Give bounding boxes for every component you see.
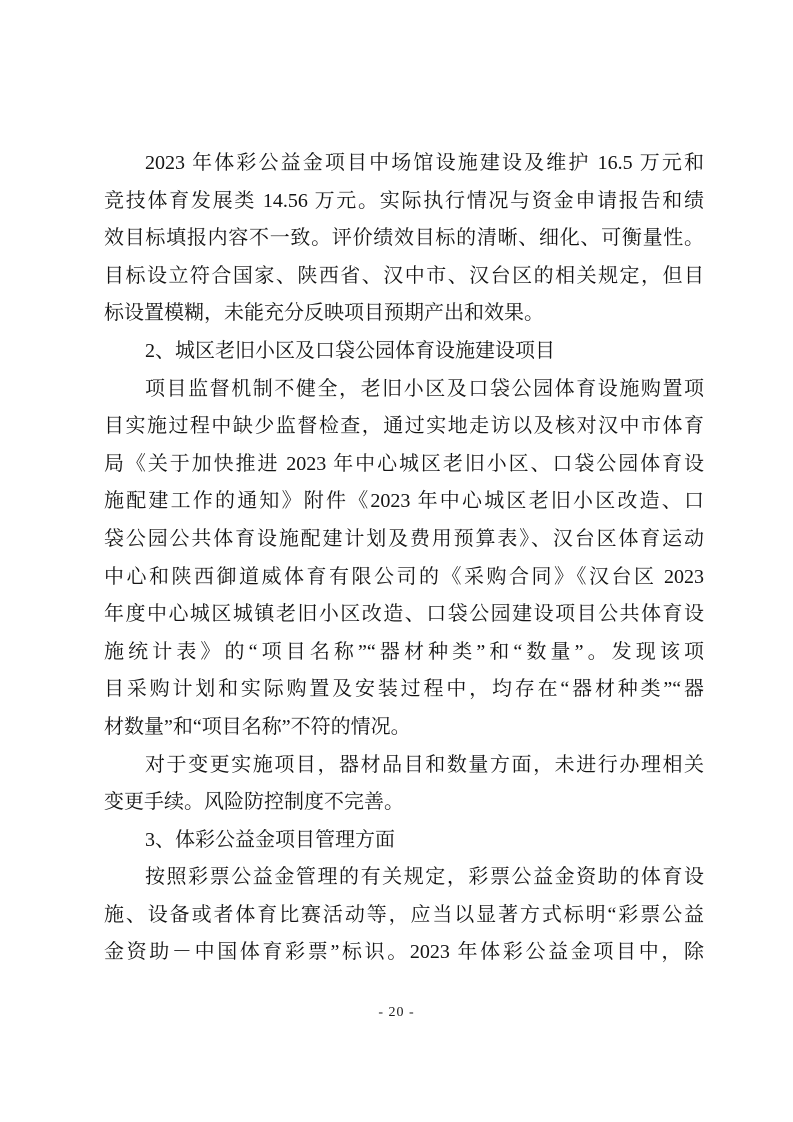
text-line: 3、体彩公益金项目管理方面 [145, 828, 395, 851]
text-line: 按照彩票公益金管理的有关规定，彩票公益金资助的体育设 [145, 866, 704, 889]
text-line: 金资助－中国体育彩票”标识。2023 年体彩公益金项目中，除 [104, 941, 704, 964]
text-line: 年度中心城区城镇老旧小区改造、口袋公园建设项目公共体育设 [104, 603, 704, 626]
page-number: - 20 - [378, 1005, 415, 1020]
text-line: 变更手续。风险防控制度不完善。 [104, 791, 404, 814]
text-line: 袋公园公共体育设施配建计划及费用预算表》、汉台区体育运动 [104, 527, 704, 550]
text-line: 2023 年体彩公益金项目中场馆设施建设及维护 16.5 万元和 [145, 152, 704, 174]
text-line: 目标设立符合国家、陕西省、汉中市、汉台区的相关规定，但目 [104, 264, 704, 287]
text-line: 效目标填报内容不一致。评价绩效目标的清晰、细化、可衡量性。 [104, 227, 704, 250]
text-line: 局《关于加快推进 2023 年中心城区老旧小区、口袋公园体育设 [104, 452, 704, 475]
text-line: 目采购计划和实际购置及安装过程中，均存在“器材种类”“器 [104, 678, 704, 701]
text-line: 中心和陕西御道威体育有限公司的《采购合同》《汉台区 2023 [104, 565, 704, 588]
text-line: 目实施过程中缺少监督检查，通过实地走访以及核对汉中市体育 [104, 415, 704, 438]
text-line: 项目监督机制不健全，老旧小区及口袋公园体育设施购置项 [145, 377, 704, 400]
text-line: 材数量”和“项目名称”不符的情况。 [104, 715, 411, 738]
text-line: 施配建工作的通知》附件《2023 年中心城区老旧小区改造、口 [104, 490, 704, 513]
text-line: 标设置模糊，未能充分反映项目预期产出和效果。 [104, 302, 544, 325]
text-line: 竞技体育发展类 14.56 万元。实际执行情况与资金申请报告和绩 [104, 189, 704, 212]
text-line: 2、城区老旧小区及口袋公园体育设施建设项目 [145, 339, 555, 362]
text-line: 施统计表》的“项目名称”“器材种类”和“数量”。发现该项 [104, 640, 704, 663]
text-line: 对于变更实施项目，器材品目和数量方面，未进行办理相关 [145, 753, 704, 776]
text-line: 施、设备或者体育比赛活动等，应当以显著方式标明“彩票公益 [104, 903, 704, 926]
document-body [104, 145, 704, 972]
